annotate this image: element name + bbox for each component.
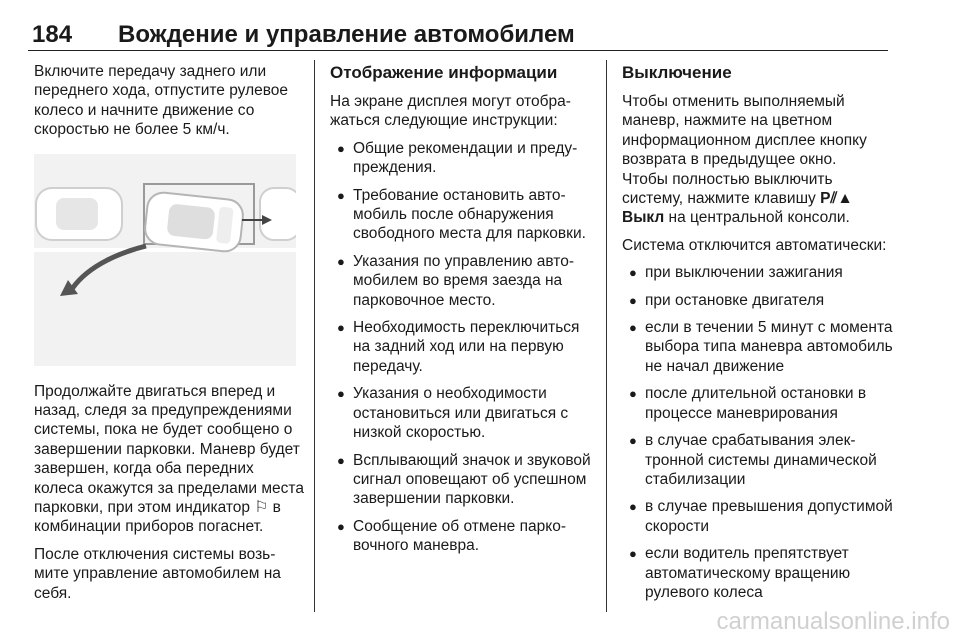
bullet-list — [622, 263, 894, 602]
bullet-icon: ● — [337, 140, 345, 156]
section-heading: Отображение информации — [330, 63, 558, 82]
list-item: ● в случае превышения допустимой скорости — [629, 498, 893, 535]
paragraph: Чтобы отменить выполняемый маневр, нажмите на цветном информационном дисплее кнопку возврата в предыдущее окно. — [622, 93, 867, 169]
bullet-list — [330, 139, 592, 556]
bullet-icon: ● — [629, 499, 637, 515]
bullet-icon: ● — [629, 386, 637, 402]
column-divider — [314, 60, 315, 612]
bullet-icon: ● — [629, 546, 637, 562]
paragraph: Система отключится автоматически: — [622, 236, 887, 254]
paragraph: Чтобы полностью выключить систему, нажмите клавишу P⫽▲ Выкл на центральной консоли. — [622, 170, 853, 227]
list-item: ● Указания по управлению автомобилем во время заезда на парковочное место. — [337, 252, 574, 309]
list-item: ● при выключении зажигания — [629, 264, 843, 282]
parked-car-right — [260, 188, 296, 240]
list-item: ● Общие рекомендации и предупреждения. — [337, 139, 578, 177]
bullet-icon: ● — [337, 452, 345, 468]
page-title: Вождение и управление автомобилем — [118, 21, 575, 48]
page-number: 184 — [32, 21, 73, 48]
bullet-icon: ● — [629, 320, 637, 336]
parking-assist-key-icon: P⫽▲ — [820, 190, 853, 208]
list-item: ● Требование остановить автомобиль после обнаружения свободного места для парковки. — [337, 186, 586, 243]
bullet-icon: ● — [629, 433, 637, 449]
column-divider — [606, 60, 607, 612]
bullet-icon: ● — [337, 386, 345, 402]
bullet-icon: ● — [337, 187, 345, 203]
list-item: ● при остановке двигателя — [629, 291, 825, 309]
page-header — [28, 12, 888, 51]
maneuvering-car — [144, 191, 245, 253]
parked-car-left — [36, 188, 122, 240]
paragraph: Включите передачу заднего или переднего хода, отпустите рулевое колесо и начните движение со скоростью не более 5 км/ч. — [34, 63, 289, 139]
paragraph: На экране дисплея могут отображаться следующие инструкции: — [330, 93, 571, 130]
bullet-icon: ● — [337, 253, 345, 269]
bullet-icon: ● — [337, 518, 345, 534]
list-item: ● в случае срабатывания электронной системы динамической стабилизации — [629, 432, 877, 488]
column-1 — [34, 62, 304, 611]
list-item: ● Необходимость переключиться на задний ход или на первую передачу. — [337, 319, 580, 375]
section-heading: Выключение — [622, 63, 732, 82]
list-item: ● если в течении 5 минут с момента выбора типа маневра автомобиль не начал движение — [629, 319, 893, 375]
bullet-icon: ● — [629, 265, 637, 281]
paragraph: Продолжайте двигаться вперед и назад, следя за предупреждениями системы, пока не будет сообщено о завершении парковки. Маневр будет завершен, когда оба передних колеса окажутся за пределами места парковки, при этом индикатор ⚐ в комбинации приборов погаснет. — [34, 382, 304, 536]
column-3 — [622, 62, 894, 610]
list-item: ● Указания о необходимости остановиться или двигаться с низкой скоростью. — [337, 385, 569, 442]
off-key-label: Выкл — [622, 209, 665, 227]
parking-indicator-icon: ⚐ — [254, 499, 269, 517]
list-item: ● Сообщение об отмене парковочного маневра. — [337, 517, 566, 555]
bullet-icon: ● — [337, 320, 345, 336]
watermark: carmanualsonline.info — [716, 608, 950, 635]
list-item: ● после длительной остановки в процессе маневрирования — [629, 385, 867, 422]
column-2 — [330, 62, 592, 564]
paragraph: После отключения системы возьмите управление автомобилем на себя. — [34, 545, 281, 602]
parking-illustration — [34, 154, 296, 366]
bullet-icon: ● — [629, 292, 637, 308]
list-item: ● если водитель препятствует автоматическому вращению рулевого колеса — [629, 545, 851, 601]
list-item: ● Всплывающий значок и звуковой сигнал оповещают об успешном завершении парковки. — [337, 451, 591, 508]
